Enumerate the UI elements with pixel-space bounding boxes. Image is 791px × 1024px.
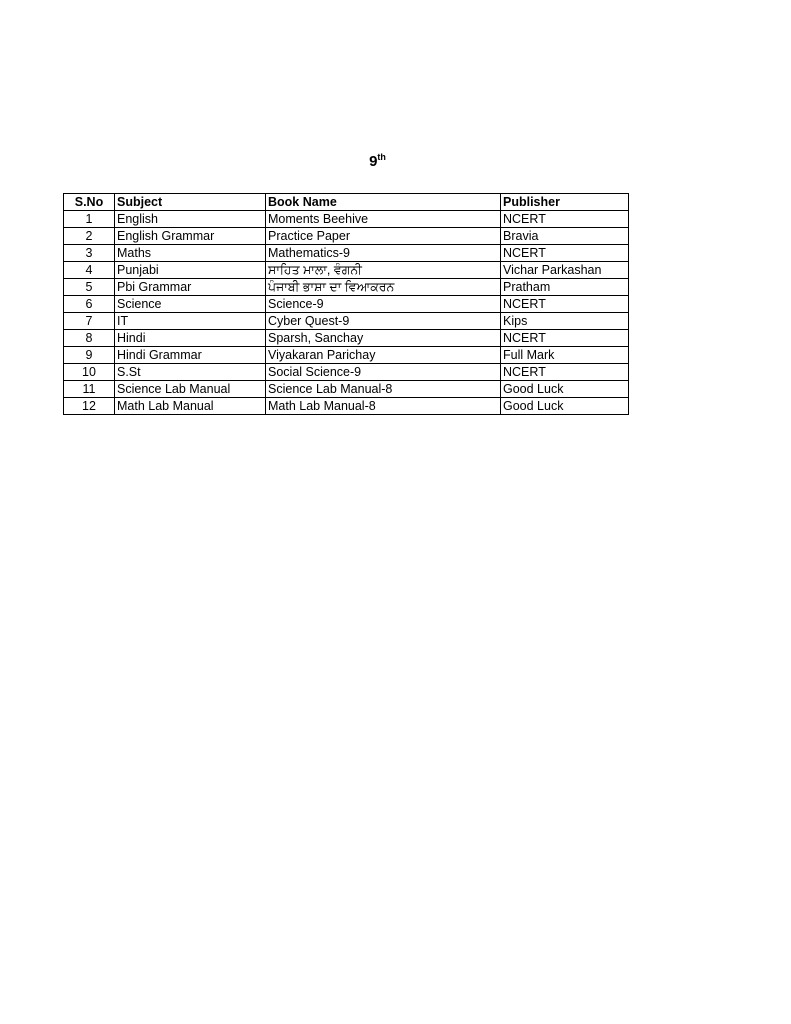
cell-publisher: Good Luck (501, 381, 629, 398)
header-subject: Subject (115, 194, 266, 211)
cell-book-name: Social Science-9 (266, 364, 501, 381)
table-body (64, 211, 629, 415)
header-publisher: Publisher (501, 194, 629, 211)
book-list-table (63, 193, 629, 415)
cell-sno: 7 (64, 313, 115, 330)
cell-sno: 11 (64, 381, 115, 398)
cell-sno: 12 (64, 398, 115, 415)
cell-subject: Math Lab Manual (115, 398, 266, 415)
cell-book-name: Math Lab Manual-8 (266, 398, 501, 415)
table-row (64, 245, 629, 262)
cell-subject: English (115, 211, 266, 228)
cell-sno: 2 (64, 228, 115, 245)
table-row (64, 279, 629, 296)
cell-publisher: NCERT (501, 364, 629, 381)
cell-sno: 6 (64, 296, 115, 313)
cell-publisher: NCERT (501, 330, 629, 347)
cell-book-name: Sparsh, Sanchay (266, 330, 501, 347)
cell-subject: Hindi Grammar (115, 347, 266, 364)
cell-publisher: Good Luck (501, 398, 629, 415)
cell-publisher: Kips (501, 313, 629, 330)
cell-book-name: Viyakaran Parichay (266, 347, 501, 364)
cell-sno: 10 (64, 364, 115, 381)
cell-subject: S.St (115, 364, 266, 381)
cell-subject: Science (115, 296, 266, 313)
table-row (64, 262, 629, 279)
cell-book-name: ਪੰਜਾਬੀ ਭਾਸ਼ਾ ਦਾ ਵਿਆਕਰਨ (266, 279, 501, 296)
cell-subject: English Grammar (115, 228, 266, 245)
table-row (64, 347, 629, 364)
table-row (64, 211, 629, 228)
cell-subject: Pbi Grammar (115, 279, 266, 296)
cell-sno: 4 (64, 262, 115, 279)
cell-book-name: Moments Beehive (266, 211, 501, 228)
cell-subject: Hindi (115, 330, 266, 347)
cell-subject: Punjabi (115, 262, 266, 279)
cell-book-name: Science-9 (266, 296, 501, 313)
table-row (64, 228, 629, 245)
cell-publisher: NCERT (501, 245, 629, 262)
cell-subject: Science Lab Manual (115, 381, 266, 398)
cell-sno: 5 (64, 279, 115, 296)
table-row (64, 313, 629, 330)
cell-book-name: Science Lab Manual-8 (266, 381, 501, 398)
cell-subject: IT (115, 313, 266, 330)
table-row (64, 330, 629, 347)
cell-publisher: NCERT (501, 296, 629, 313)
cell-book-name: Practice Paper (266, 228, 501, 245)
table-row (64, 296, 629, 313)
header-sno: S.No (64, 194, 115, 211)
cell-publisher: Pratham (501, 279, 629, 296)
header-book-name: Book Name (266, 194, 501, 211)
page-title (0, 152, 755, 172)
cell-book-name: Cyber Quest-9 (266, 313, 501, 330)
cell-subject: Maths (115, 245, 266, 262)
table-row (64, 381, 629, 398)
cell-sno: 8 (64, 330, 115, 347)
cell-publisher: Vichar Parkashan (501, 262, 629, 279)
cell-book-name: Mathematics-9 (266, 245, 501, 262)
cell-sno: 1 (64, 211, 115, 228)
cell-sno: 9 (64, 347, 115, 364)
table-row (64, 364, 629, 381)
class-number: 9 (369, 153, 378, 170)
cell-publisher: NCERT (501, 211, 629, 228)
cell-sno: 3 (64, 245, 115, 262)
cell-book-name: ਸਾਹਿਤ ਮਾਲਾ, ਵੰਗਨੀ (266, 262, 501, 279)
class-suffix: th (377, 152, 386, 162)
cell-publisher: Bravia (501, 228, 629, 245)
table-row (64, 398, 629, 415)
table-header-row (64, 194, 629, 211)
cell-publisher: Full Mark (501, 347, 629, 364)
